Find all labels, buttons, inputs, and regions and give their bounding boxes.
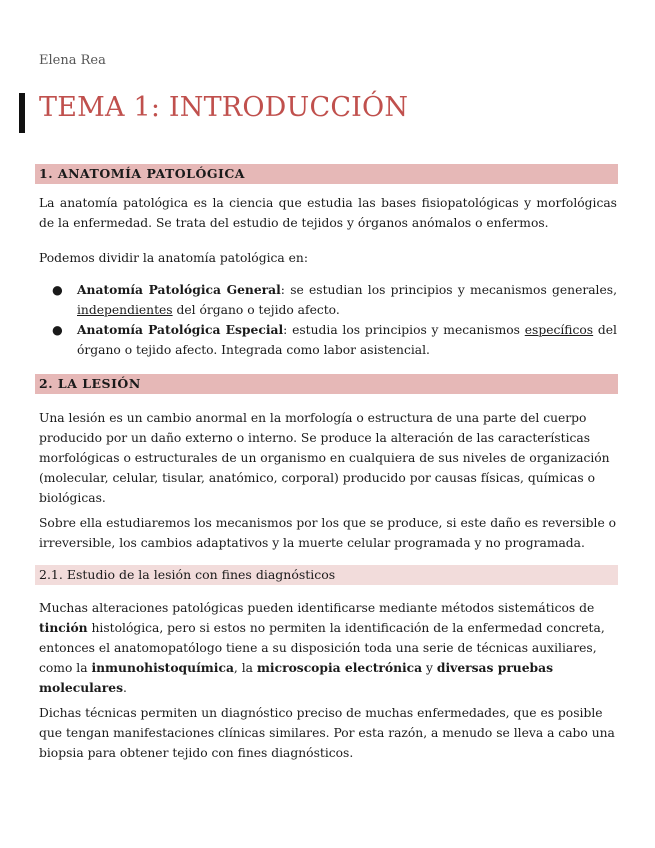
paragraph-lesion-study: Sobre ella estudiaremos los mecanismos por los que se produce, si este daño es reversible o irreversible, los cambios adaptativos y la muerte celular programada y no programada. bbox=[39, 516, 617, 550]
paragraph-definition: La anatomía patológica es la ciencia que estudia las bases fisiopatológicas y morfológicas de la enfermedad. Se trata del estudio de tejidos y órganos anómalos o enfermos. bbox=[39, 196, 617, 230]
paragraph-division-intro: Podemos dividir la anatomía patológica en: bbox=[39, 251, 308, 265]
list-item bbox=[52, 280, 617, 320]
bullet-icon: ● bbox=[52, 283, 63, 297]
section-heading-anatomia: 1. ANATOMÍA PATOLÓGICA bbox=[35, 164, 618, 184]
paragraph-biopsy: Dichas técnicas permiten un diagnóstico preciso de muchas enfermedades, que es posible que tengan manifestaciones clínicas similares. Por esta razón, a menudo se lleva a cabo una biopsia para obtener tejido con fines diagnósticos. bbox=[39, 706, 615, 760]
author-name: Elena Rea bbox=[39, 53, 106, 68]
paragraph-lesion-definition: Una lesión es un cambio anormal en la morfología o estructura de una parte del cuerpo producido por un daño externo o interno. Se produce la alteración de las características morfológicas o estructurales de un organismo en cualquiera de sus niveles de organización (molecular, celular, tisular, anatómico, corporal) producido por causas físicas, químicas o biológicas. bbox=[39, 411, 610, 505]
list-item-text: Anatomía Patológica General: se estudian los principios y mecanismos generales, independientes del órgano o tejido afecto. bbox=[77, 282, 617, 317]
title-accent-bar bbox=[19, 93, 25, 133]
section-heading-lesion: 2. LA LESIÓN bbox=[35, 374, 618, 394]
paragraph-techniques: Muchas alteraciones patológicas pueden identificarse mediante métodos sistemáticos de tinción histológica, pero si estos no permiten la identificación de la enfermedad concreta, entonces el anatomopatólogo tiene a su disposición toda una serie de técnicas auxiliares, como la inmunohistoquímica, la microscopia electrónica y diversas pruebas moleculares. bbox=[39, 601, 605, 695]
subsection-heading-diagnostico: 2.1. Estudio de la lesión con fines diagnósticos bbox=[35, 565, 618, 585]
list-item-text: Anatomía Patológica Especial: estudia los principios y mecanismos específicos del órgano o tejido afecto. Integrada como labor asistencial. bbox=[77, 322, 617, 357]
bullet-icon: ● bbox=[52, 323, 63, 337]
page-title: TEMA 1: INTRODUCCIÓN bbox=[39, 92, 409, 123]
list-item bbox=[52, 320, 617, 360]
